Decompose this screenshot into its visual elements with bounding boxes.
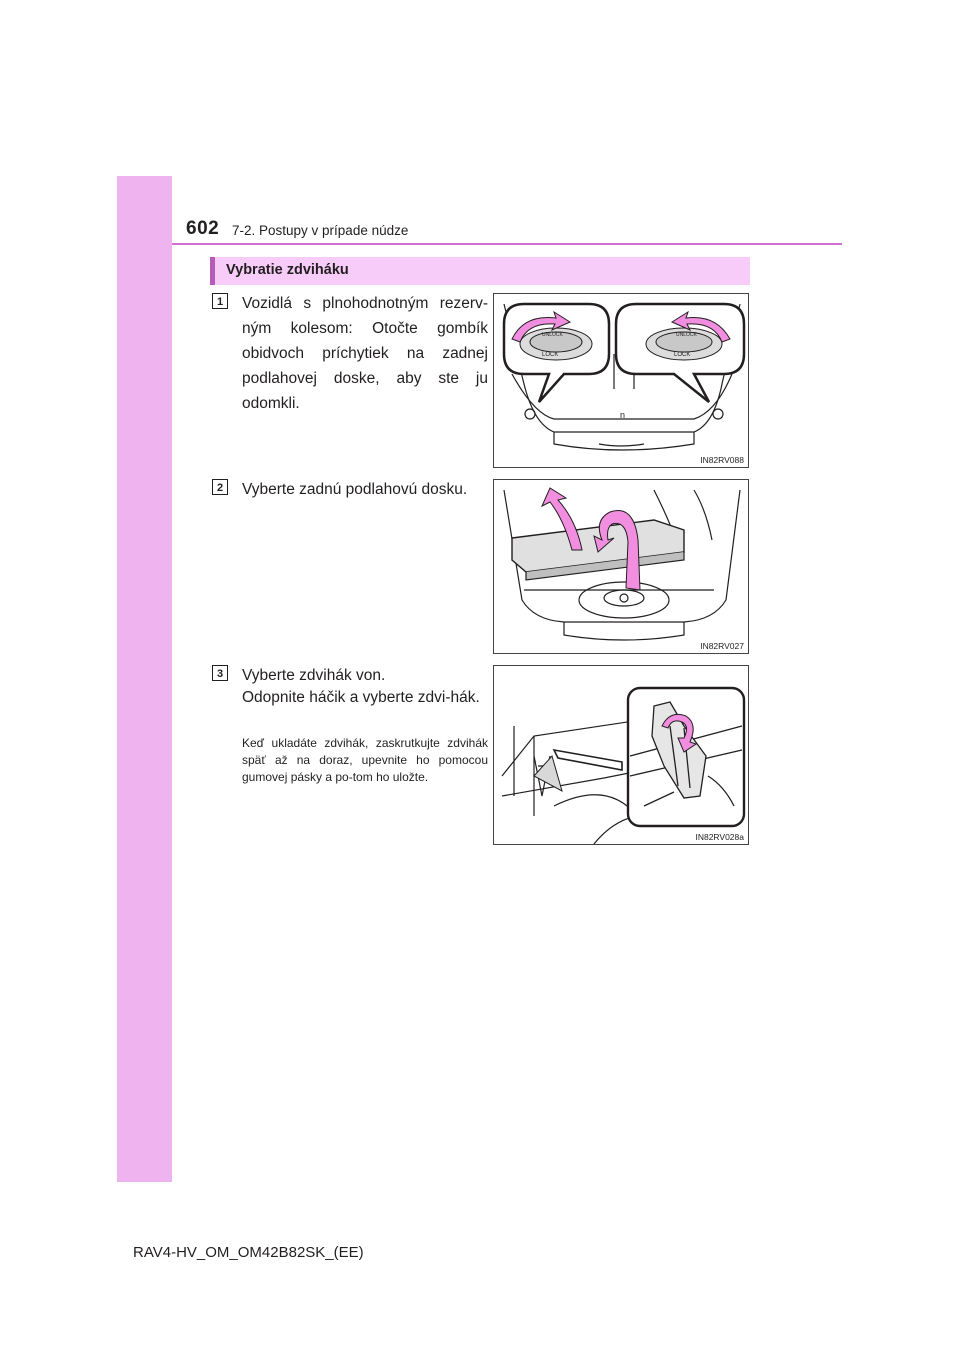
chapter-title: 7-2. Postupy v prípade núdze — [232, 223, 409, 238]
side-tab-band — [117, 176, 172, 1182]
floor-board-illustration — [494, 480, 748, 653]
section-heading-bar — [210, 257, 750, 285]
jack-illustration — [494, 666, 748, 844]
trunk-lock-illustration — [494, 294, 748, 467]
document-footer: RAV4-HV_OM_OM42B82SK_(EE) — [133, 1244, 364, 1261]
figure-remove-jack — [493, 665, 749, 845]
step-1-text: Vozidlá s plnohodnotným rezerv-ným kolesom: Otočte gombík obidvoch príchytiek na zadnej podlahovej doske, aby ste ju odomkli. — [242, 295, 488, 412]
step-number-1: 1 — [212, 293, 228, 309]
figure-code: IN82RV088 — [700, 455, 744, 465]
step-number-2: 2 — [212, 479, 228, 495]
step-3-text-line2: Odopnite háčik a vyberte zdvi-hák. — [242, 689, 480, 706]
unlock-label-right: UNLOCK — [676, 332, 697, 338]
storage-note: Keď ukladáte zdvihák, zaskrutkujte zdvihák späť až na doraz, upevnite ho pomocou gumovej pásky a po-tom ho uložte. — [242, 736, 488, 784]
step-3-text-line1: Vyberte zdvihák von. — [242, 667, 386, 684]
floor-marking: n — [620, 410, 626, 420]
header-divider — [172, 243, 842, 245]
lock-label-right: LOCK — [674, 352, 691, 358]
figure-code: IN82RV027 — [700, 641, 744, 651]
step-2-text: Vyberte zadnú podlahovú dosku. — [242, 481, 468, 498]
figure-code: IN82RV028a — [695, 832, 744, 842]
figure-floor-board-locks — [493, 293, 749, 468]
unlock-label-left: UNLOCK — [542, 332, 563, 338]
page-number: 602 — [186, 218, 220, 239]
callout-pointer — [554, 750, 622, 770]
step-number-3: 3 — [212, 665, 228, 681]
lock-label-left: LOCK — [542, 352, 559, 358]
figure-remove-floor-board — [493, 479, 749, 654]
section-heading: Vybratie zdviháku — [226, 262, 349, 278]
